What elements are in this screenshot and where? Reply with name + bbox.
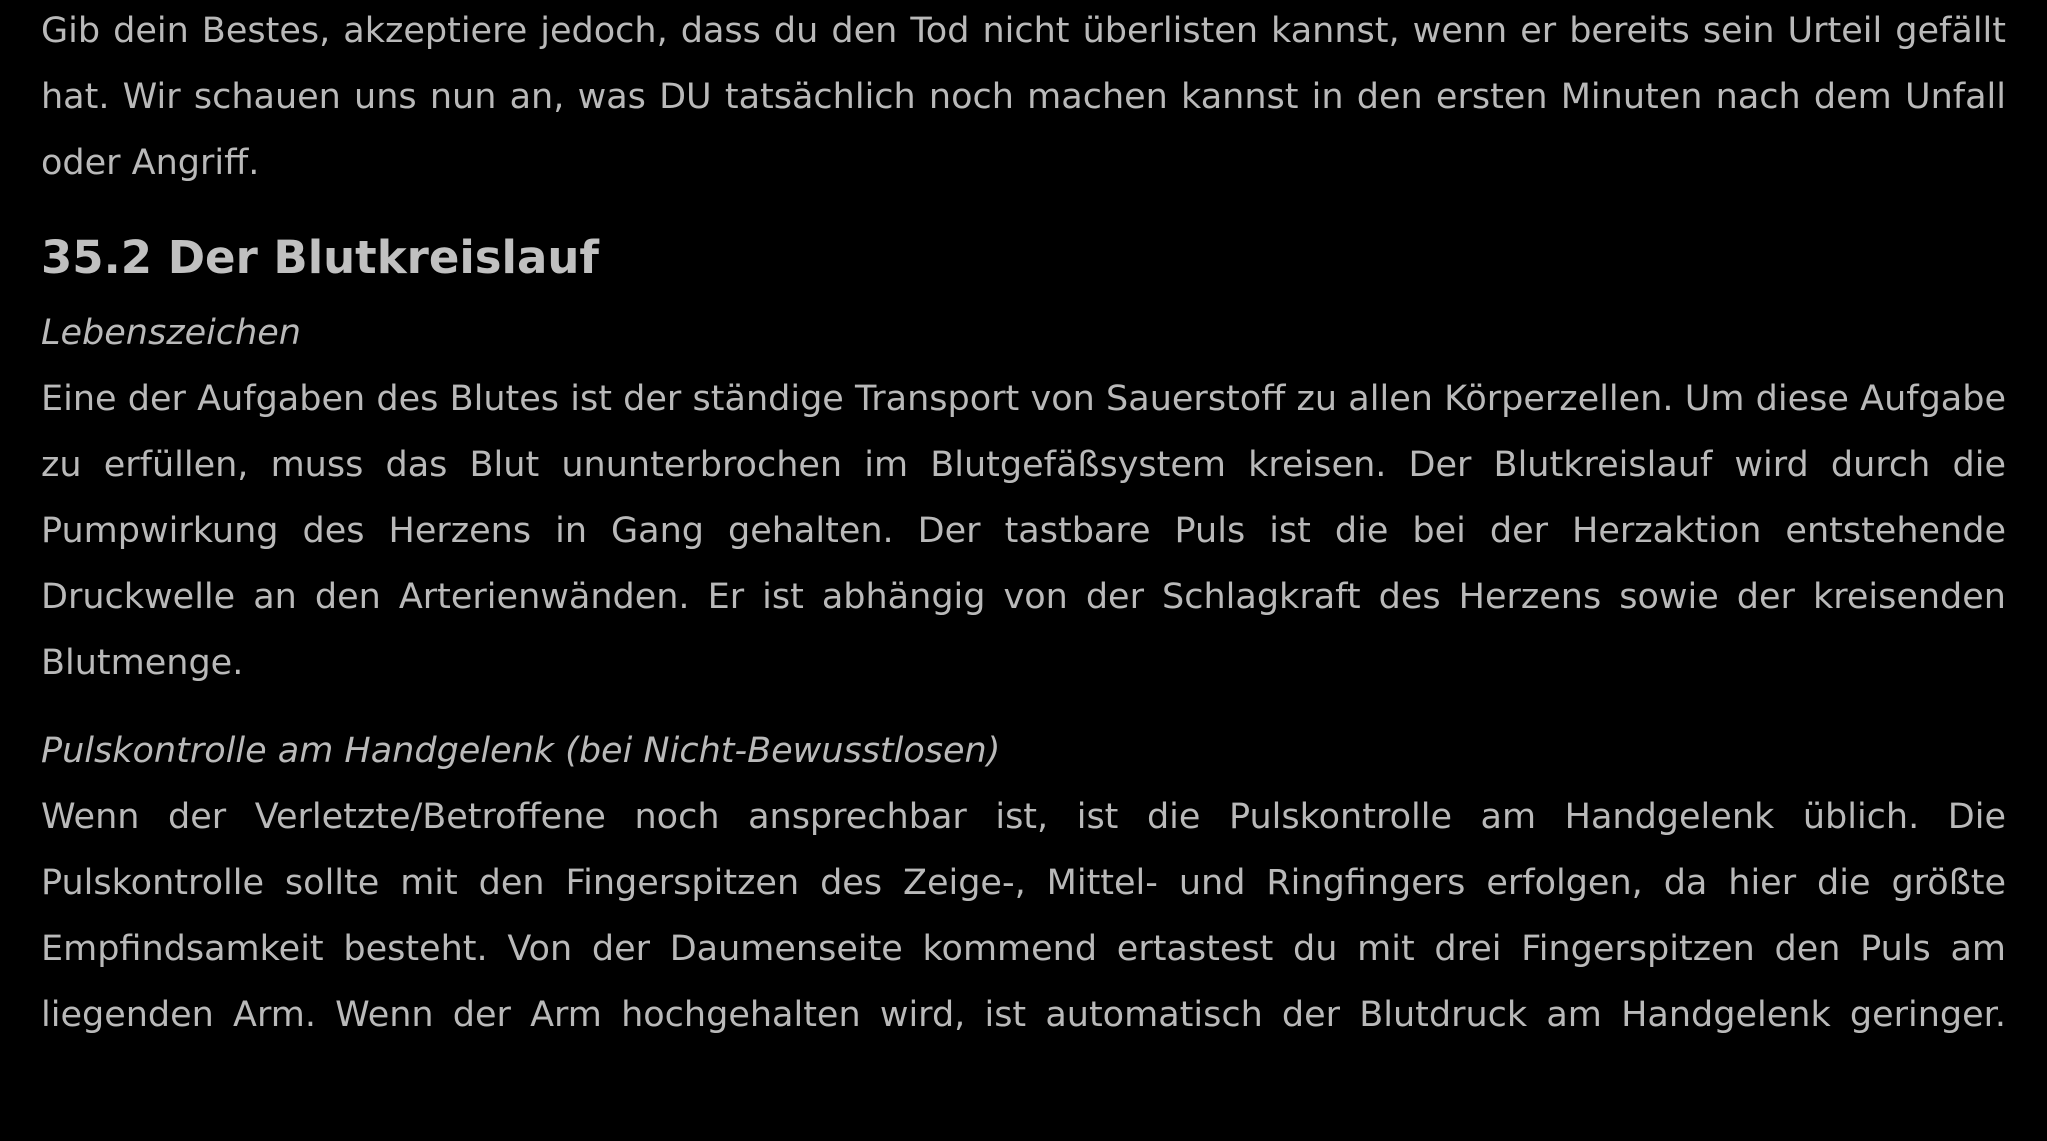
subsection-text-pulskontrolle: Wenn der Verletzte/Betroffene noch ansprechbar ist, ist die Pulskontrolle am Handgelenk üblich. Die Pulskontrolle sollte mit den Fingerspitzen des Zeige-, Mittel- und Ringfingers erfolgen, da hier die größte Empfindsamkeit besteht. Von der Daumenseite kommend ertastest du mit drei Fingerspitzen den Puls am liegenden Arm. Wenn der Arm hochgehalten wird, ist automatisch der Blutdruck am Handgelenk geringer. — [41, 797, 2006, 1035]
section-heading: 35.2 Der Blutkreislauf — [41, 231, 599, 284]
paragraph-gap — [41, 696, 2006, 718]
subsection-title-lebenszeichen: Lebenszeichen — [41, 313, 301, 353]
subsection-text-lebenszeichen: Eine der Aufgaben des Blutes ist der ständige Transport von Sauerstoff zu allen Körperzellen. Um diese Aufgabe zu erfüllen, muss das Blut ununterbrochen im Blutgefäßsystem kreisen. Der Blutkreislauf wird durch die Pumpwirkung des Herzens in Gang gehalten. Der tastbare Puls ist die bei der Herzaktion entstehende Druckwelle an den Arterienwänden. Er ist abhängig von der Schlagkraft des Herzens sowie der kreisenden Blutmenge. — [41, 379, 2006, 683]
reader-page[interactable] — [41, 0, 2006, 1048]
subsection-title-pulskontrolle: Pulskontrolle am Handgelenk (bei Nicht-Bewusstlosen) — [41, 731, 1001, 771]
intro-paragraph: Gib dein Bestes, akzeptiere jedoch, dass du den Tod nicht überlisten kannst, wenn er bereits sein Urteil gefällt hat. Wir schauen uns nun an, was DU tatsächlich noch machen kannst in den ersten Minuten nach dem Unfall oder Angriff. — [41, 11, 2006, 183]
